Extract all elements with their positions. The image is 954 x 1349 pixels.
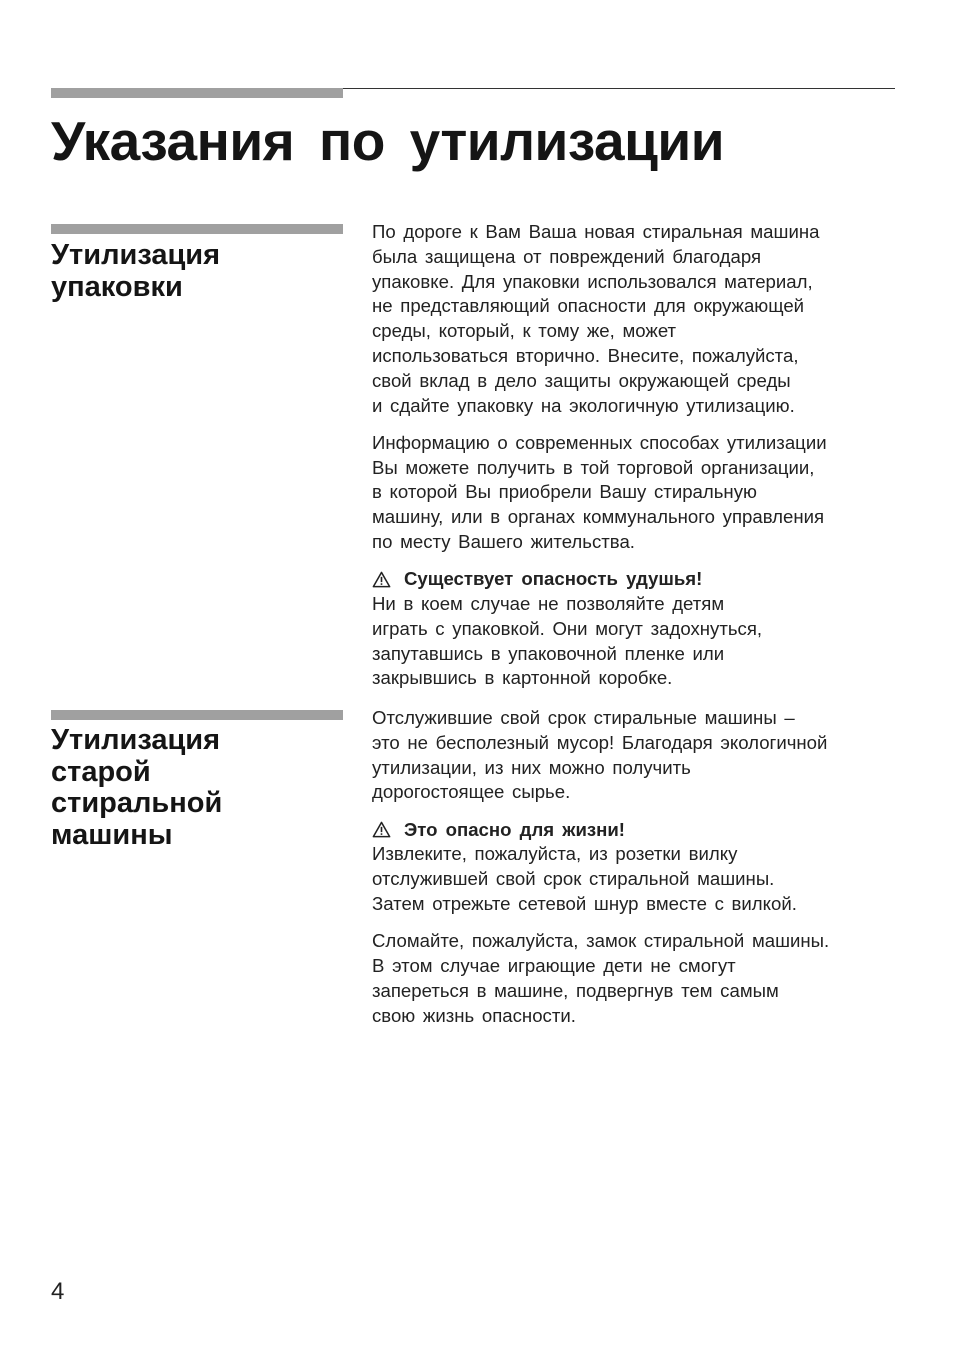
heading-line: старой bbox=[51, 755, 151, 788]
text-line: запутавшись в упаковочной пленке или bbox=[372, 642, 725, 664]
text-line: в которой Вы приобрели Вашу стиральную bbox=[372, 481, 757, 503]
text-line: среды, который, к тому же, может bbox=[372, 320, 677, 342]
text-line: утилизации, из них можно получить bbox=[372, 756, 691, 778]
heading-line: упаковки bbox=[51, 270, 183, 303]
text-line: Извлеките, пожалуйста, из розетки вилку bbox=[372, 843, 738, 865]
old-machine-paragraph-1 bbox=[372, 706, 912, 805]
text-line: дорогостоящее сырье. bbox=[372, 781, 571, 803]
text-line: машину, или в органах коммунального управления bbox=[372, 506, 825, 528]
packaging-paragraph-1 bbox=[372, 220, 912, 418]
text-line: была защищена от повреждений благодаря bbox=[372, 245, 762, 267]
text-line: Сломайте, пожалуйста, замок стиральной машины. bbox=[372, 930, 830, 952]
warning-title-text: Существует опасность удушья! bbox=[404, 568, 703, 590]
warning-body bbox=[372, 592, 912, 691]
text-line: Вы можете получить в той торговой организации, bbox=[372, 456, 815, 478]
warning-triangle-icon bbox=[372, 571, 391, 588]
header-rule bbox=[343, 88, 895, 89]
warning-triangle-icon bbox=[372, 821, 391, 838]
text-line: свою жизнь опасности. bbox=[372, 1004, 576, 1026]
text-line: Ни в коем случае не позволяйте детям bbox=[372, 592, 725, 614]
text-line: запереться в машине, подвергнув тем самым bbox=[372, 979, 779, 1001]
text-line: играть с упаковкой. Они могут задохнуться, bbox=[372, 617, 763, 639]
text-line: по месту Вашего жительства. bbox=[372, 530, 635, 552]
heading-line: стиральной bbox=[51, 787, 223, 819]
heading-line: Утилизация bbox=[51, 239, 221, 271]
section-bar-packaging bbox=[51, 224, 343, 234]
page-number: 4 bbox=[51, 1278, 65, 1305]
text-line: упаковке. Для упаковки использовался материал, bbox=[372, 270, 813, 292]
section-bar-old-machine bbox=[51, 710, 343, 720]
suffocation-warning bbox=[372, 567, 912, 691]
text-line: не представляющий опасности для окружающей bbox=[372, 295, 805, 317]
warning-body bbox=[372, 842, 912, 916]
old-machine-paragraph-2 bbox=[372, 929, 912, 1028]
text-line: Информацию о современных способах утилизации bbox=[372, 431, 827, 453]
old-machine-text bbox=[372, 706, 912, 1028]
packaging-text bbox=[372, 220, 912, 691]
warning-title-text: Это опасно для жизни! bbox=[404, 818, 625, 840]
text-line: и сдайте упаковку на экологичную утилизацию. bbox=[372, 394, 795, 416]
packaging-paragraph-2 bbox=[372, 431, 912, 555]
header-bar bbox=[51, 88, 343, 98]
text-line: свой вклад в дело защиты окружающей среды bbox=[372, 369, 791, 391]
heading-line: машины bbox=[51, 818, 173, 851]
text-line: закрывшись в картонной коробке. bbox=[372, 667, 673, 689]
text-line: использоваться вторично. Внесите, пожалуйста, bbox=[372, 344, 799, 366]
warning-title bbox=[372, 567, 912, 592]
text-line: Отслужившие свой срок стиральные машины – bbox=[372, 707, 795, 728]
text-line: По дороге к Вам Ваша новая стиральная машина bbox=[372, 221, 820, 242]
text-line: В этом случае играющие дети не смогут bbox=[372, 954, 736, 976]
section-heading-packaging bbox=[51, 240, 343, 303]
text-line: отслужившей свой срок стиральной машины. bbox=[372, 868, 775, 890]
warning-title bbox=[372, 818, 912, 843]
heading-line: Утилизация bbox=[51, 724, 221, 756]
danger-to-life-warning bbox=[372, 818, 912, 917]
text-line: это не бесполезный мусор! Благодаря экологичной bbox=[372, 731, 828, 753]
section-heading-old-machine bbox=[51, 725, 343, 851]
text-line: Затем отрежьте сетевой шнур вместе с вилкой. bbox=[372, 892, 797, 914]
page-title: Указания по утилизации bbox=[51, 110, 725, 172]
